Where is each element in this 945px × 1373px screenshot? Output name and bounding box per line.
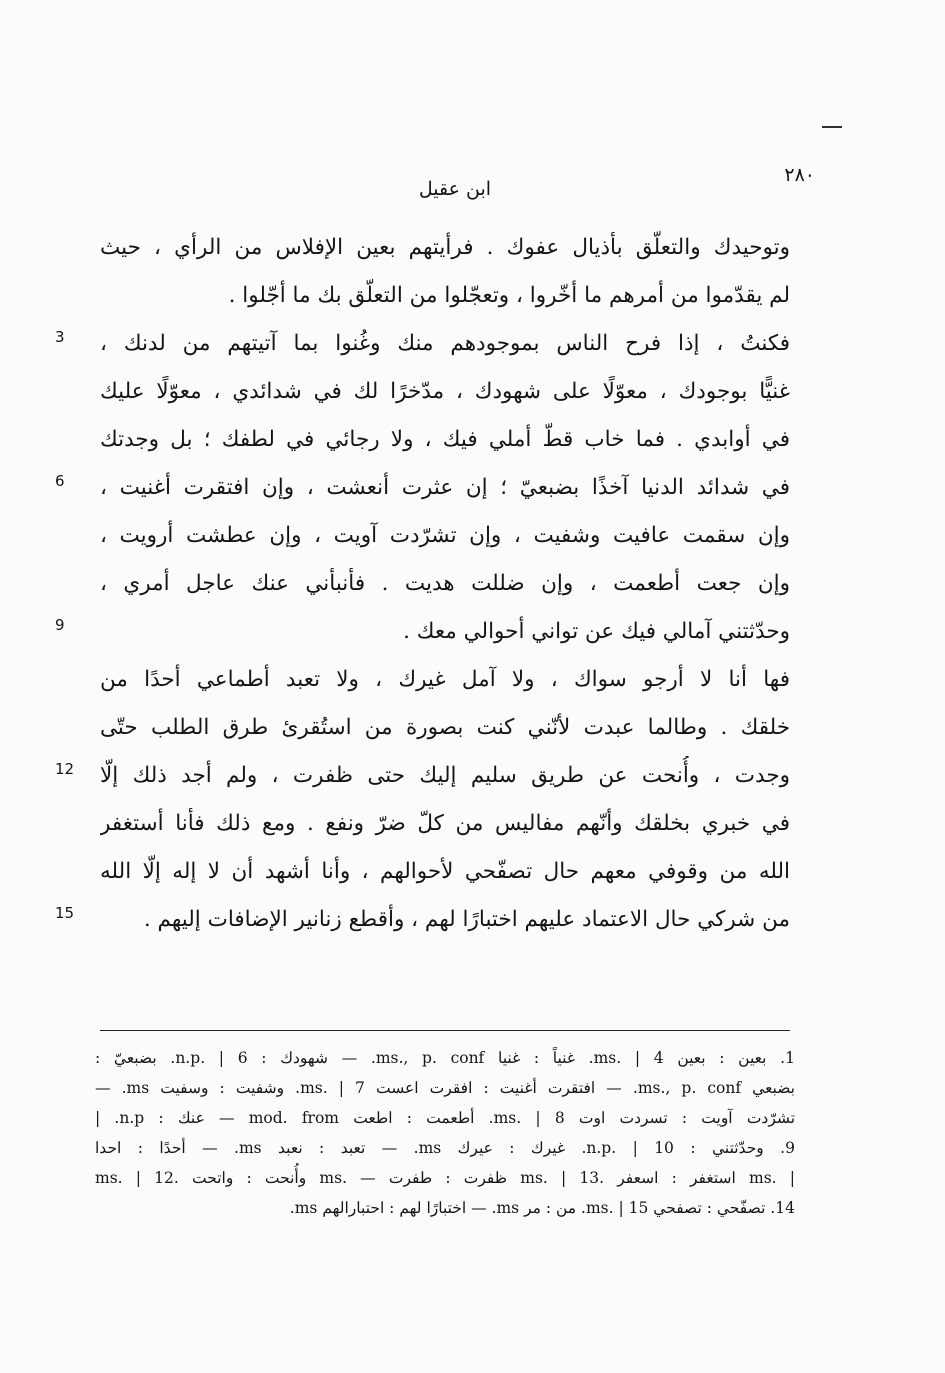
text-line: فكنتُ ، إذا فرح الناس بموجودهم منك وغُنوا بما آتيتهم من لدنك ، (100, 331, 790, 356)
edge-mark (822, 126, 842, 128)
text-line: من شركي حال الاعتماد عليهم اختبارًا لهم ، وأقطع زنانير الإضافات إليهم . (143, 907, 790, 932)
text-line: في أوابدي . فما خاب قطّ أملي فيك ، ولا رجائي في لطفك ؛ بل وجدتك (100, 427, 790, 452)
text-line: خلقك . وطالما عبدت لأنّني كنت بصورة من استُقرئ طرق الطلب حتّى (100, 715, 790, 740)
line-number: 3 (55, 328, 65, 346)
footnote-line: بضبعي ms., p. conf. — افتقرت أغنيت : افقرت اعست ms. | 7. وشفيت : وسفيت ms. — (95, 1079, 795, 1097)
running-header: ابن عقيل (418, 178, 492, 200)
footnote-line: 14. تصفّحي : تصفحي ms. | 15. من : مر ms. — اختبارًا لهم : احتبارالهم ms. (289, 1199, 795, 1217)
text-line: وإن سقمت عافيت وشفيت ، وإن تشرّدت آويت ، وإن عطشت أرويت ، (100, 523, 790, 548)
text-line: في خبري بخلقك وأنّهم مفاليس من كلّ ضرّ ونفع . ومع ذلك فأنا أستغفر (100, 811, 790, 836)
footnote-line: ms. | 12. وأُنحت : واتحت ms. — ظفرت : طفرت ms. | 13. استغفر : اسعفر ms. | (95, 1169, 795, 1187)
text-line: وإن جعت أطعمت ، وإن ضللت هديت . فأنبأني عنك عاجل أمري ، (100, 571, 790, 596)
footnote-line: تشرّدت آويت : تسردت اوت ms. | 8. أطعمت : اطعت mod. from — عنك : n.p. | (95, 1109, 795, 1127)
line-number: 15 (55, 904, 75, 922)
text-line: وتوحيدك والتعلّق بأذيال عفوك . فرأيتهم بعين الإفلاس من الرأي ، حيث (100, 235, 790, 260)
footnote-rule (100, 1030, 790, 1031)
text-line: غنيًّا بوجودك ، معوّلًا على شهودك ، مدّخرًا لك في شدائدي ، معوّلًا عليك (100, 379, 790, 404)
text-line: وحدّثتني آمالي فيك عن تواني أحوالي معك . (403, 619, 790, 644)
text-line: في شدائد الدنيا آخذًا بضبعيّ ؛ إن عثرت أنعشت ، وإن افتقرت أغنيت ، (100, 475, 790, 500)
text-line: وجدت ، وأُنحت عن طريق سليم إليك حتى ظفرت ، ولم أجد ذلك إلّا (100, 763, 790, 788)
text-line: فها أنا لا أرجو سواك ، ولا آمل غيرك ، ولا تعبد أطماعي أحدًا من (100, 667, 790, 692)
line-number: 12 (55, 760, 75, 778)
line-number: 6 (55, 472, 65, 490)
text-line: الله من وقوفي معهم حال تصفّحي لأحوالهم ، وأنا أشهد أن لا إله إلّا الله (100, 859, 790, 884)
text-line: لم يقدّموا من أمرهم ما أخّروا ، وتعجّلوا من التعلّق بك ما أجّلوا . (228, 283, 790, 308)
footnote-line: 1. بعين : بعين ms. | 4. غنياً : غنيا ms., p. conf. — شهودك : n.p. | 6. بضبعيّ : (95, 1049, 795, 1067)
page-number: ٢٨٠ (784, 164, 815, 186)
line-number: 9 (55, 616, 65, 634)
footnote-line: 9. وحدّثتني : n.p. | 10. غيرك : عيرك ms. — تعبد : نعبد ms. — أحدًا : احدا (95, 1139, 795, 1157)
